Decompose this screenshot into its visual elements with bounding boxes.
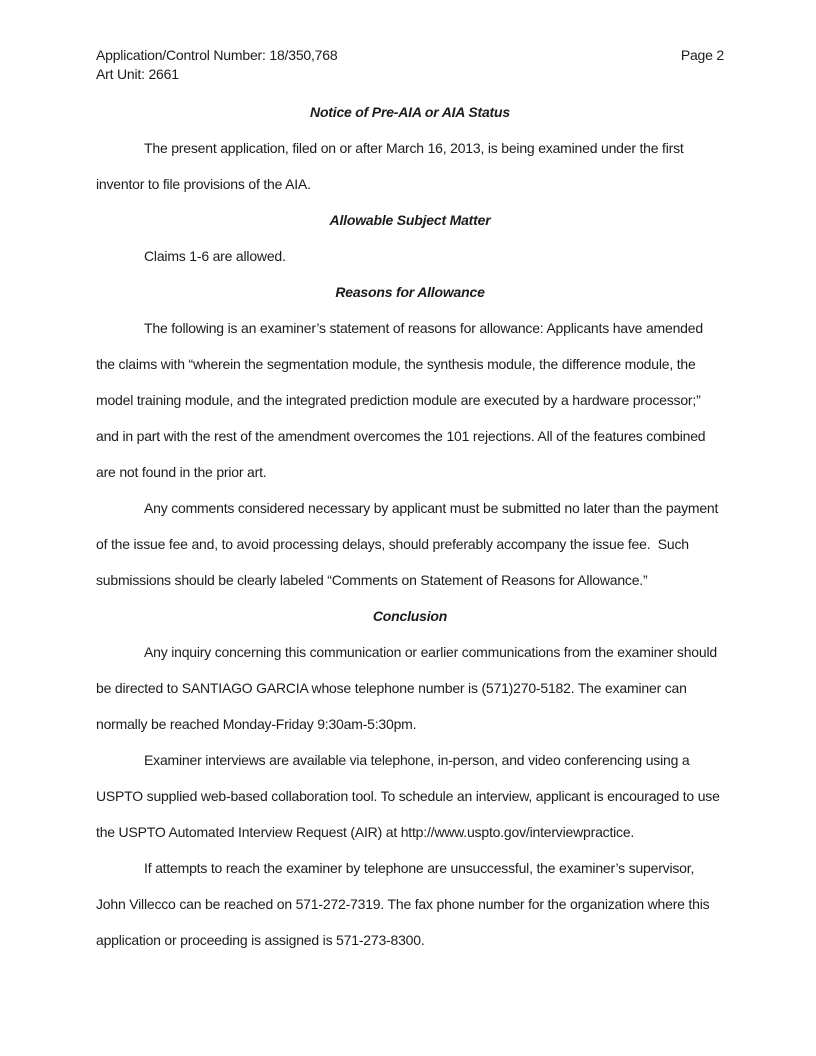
paragraph-inquiry-contact: Any inquiry concerning this communication or earlier communications from the examiner should be directed to SANTIAGO GARCIA whose telephone number is (571)270-5182. The examiner can normally be reached Monday-Friday 9:30am-5:30pm. (96, 644, 721, 732)
paragraph-supervisor-contact: If attempts to reach the examiner by telephone are unsuccessful, the examiner’s supervisor, John Villecco can be reached on 571-272-7319. The fax phone number for the organization where this application or proceeding is assigned is 571-273-8300. (96, 860, 714, 948)
art-unit: Art Unit: 2661 (96, 65, 179, 82)
heading-allowable-subject-matter: Allowable Subject Matter (329, 212, 491, 228)
paragraph-present-application: The present application, filed on or after March 16, 2013, is being examined under the first inventor to file provisions of the AIA. (96, 140, 688, 192)
document-header (96, 46, 724, 83)
paragraph-examiner-interviews: Examiner interviews are available via telephone, in-person, and video conferencing using a USPTO supplied web-based collaboration tool. To schedule an interview, applicant is encouraged to use the USPTO Automated Interview Request (AIR) at http://www.uspto.gov/interviewpractice. (96, 752, 724, 840)
page-number: Page 2 (680, 47, 724, 63)
application-control-number: Application/Control Number: 18/350,768 (96, 47, 338, 63)
heading-reasons-for-allowance: Reasons for Allowance (335, 284, 485, 300)
heading-notice-of-pre-aia-or-aia-status: Notice of Pre-AIA or AIA Status (310, 104, 510, 120)
paragraph-examiner-statement: The following is an examiner’s statement of reasons for allowance: Applicants have amended the claims with “wherein the segmentation module, the synthesis module, the difference module, the model training module, and the integrated prediction module are executed by a hardware processor;” and in part with the rest of the amendment overcomes the 101 rejections. All of the features combined are not found in the prior art. (96, 320, 710, 480)
heading-conclusion: Conclusion (372, 608, 448, 624)
paragraph-comments-submission: Any comments considered necessary by applicant must be submitted no later than the payment of the issue fee and, to avoid processing delays, should preferably accompany the issue fee. Such submissions should be clearly labeled “Comments on Statement of Reasons for Allowance.” (96, 500, 722, 588)
header-line-1 (96, 46, 724, 65)
paragraph-claims-allowed: Claims 1-6 are allowed. (144, 248, 286, 264)
header-line-2 (96, 65, 724, 84)
